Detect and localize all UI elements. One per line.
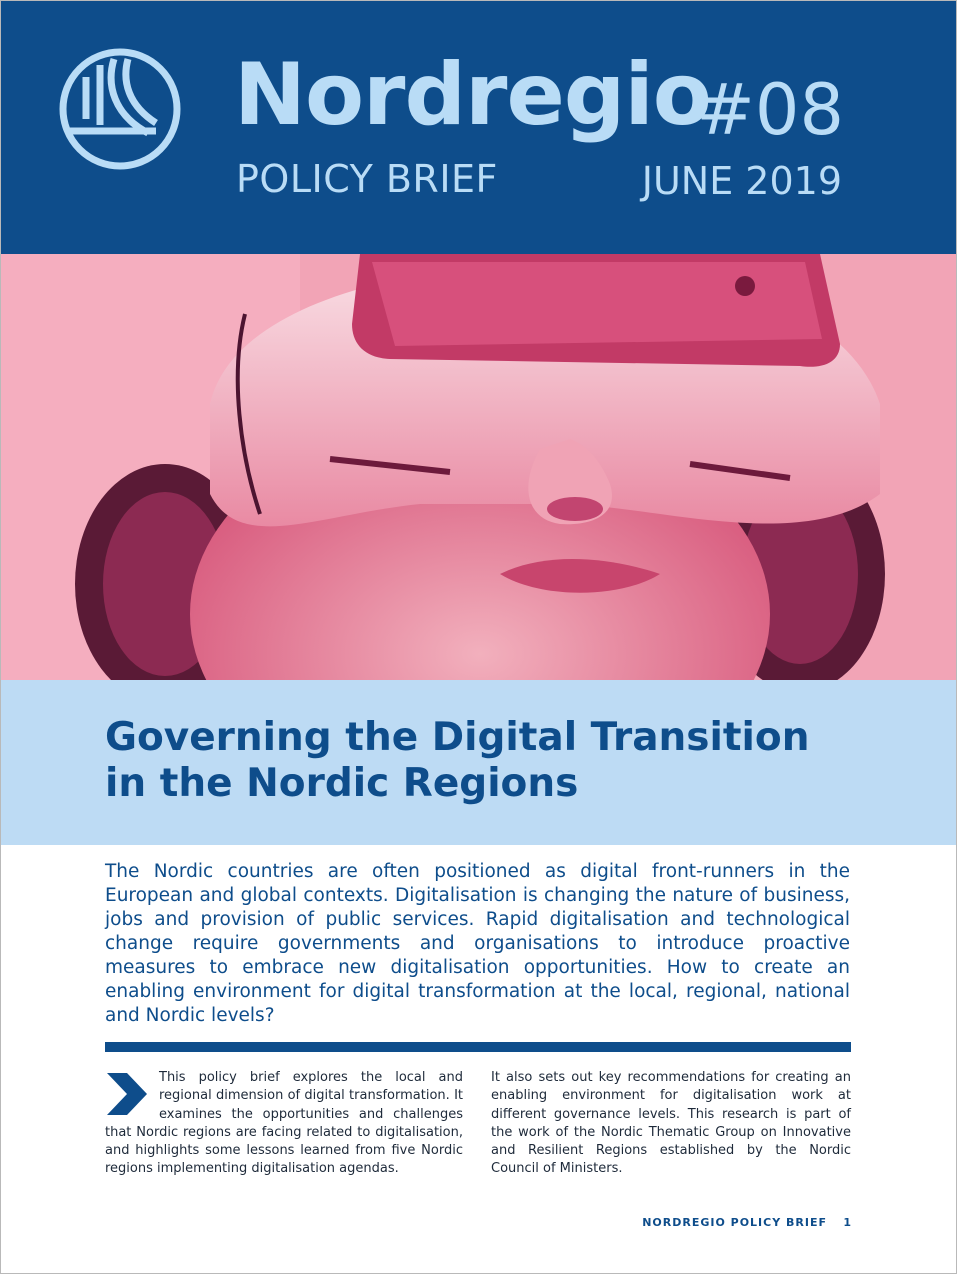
page-number: 1 xyxy=(843,1216,851,1229)
footer-label: NORDREGIO POLICY BRIEF xyxy=(642,1216,827,1229)
issue-number: #08 xyxy=(696,69,844,151)
section-divider xyxy=(105,1042,851,1052)
header-banner xyxy=(0,0,957,254)
body-text-left: This policy brief explores the local and regional dimension of digital transformation. It examines the opportunities and challenges that Nordic regions are facing related to digitalisation, and highlights some lessons learned from five Nordic regions implementing digitalisation agendas. xyxy=(105,1070,463,1177)
vr-headset-illustration xyxy=(0,254,957,680)
body-text-right: It also sets out key recommendations for creating an enabling environment for digitalisation work at different governance levels. This research is part of the work of the Nordic Thematic Group on Innovative and Resilient Regions established by the Nordic Council of Ministers. xyxy=(491,1070,851,1177)
brand-name: Nordregio xyxy=(234,45,711,145)
issue-date: JUNE 2019 xyxy=(641,159,842,203)
series-label: POLICY BRIEF xyxy=(236,157,498,201)
body-column-left xyxy=(105,1069,463,1179)
title-line-2: in the Nordic Regions xyxy=(105,761,579,806)
body-column-right xyxy=(491,1069,851,1179)
lead-paragraph: The Nordic countries are often positioned as digital front-runners in the European and global contexts. Digitalisation is changing the nature of business, jobs and provision of public services. Rapid digitalisation and technological change require governments and organisations to introduce proactive measures to embrace new digitalisation opportunities. How to create an enabling environment for digital transformation at the local, regional, national and Nordic levels? xyxy=(105,861,850,1026)
nordregio-logo-icon xyxy=(56,45,184,173)
title-line-1: Governing the Digital Transition xyxy=(105,715,810,760)
cover-photo xyxy=(0,254,957,680)
chevron-right-icon xyxy=(105,1071,149,1117)
page-title xyxy=(105,715,865,807)
